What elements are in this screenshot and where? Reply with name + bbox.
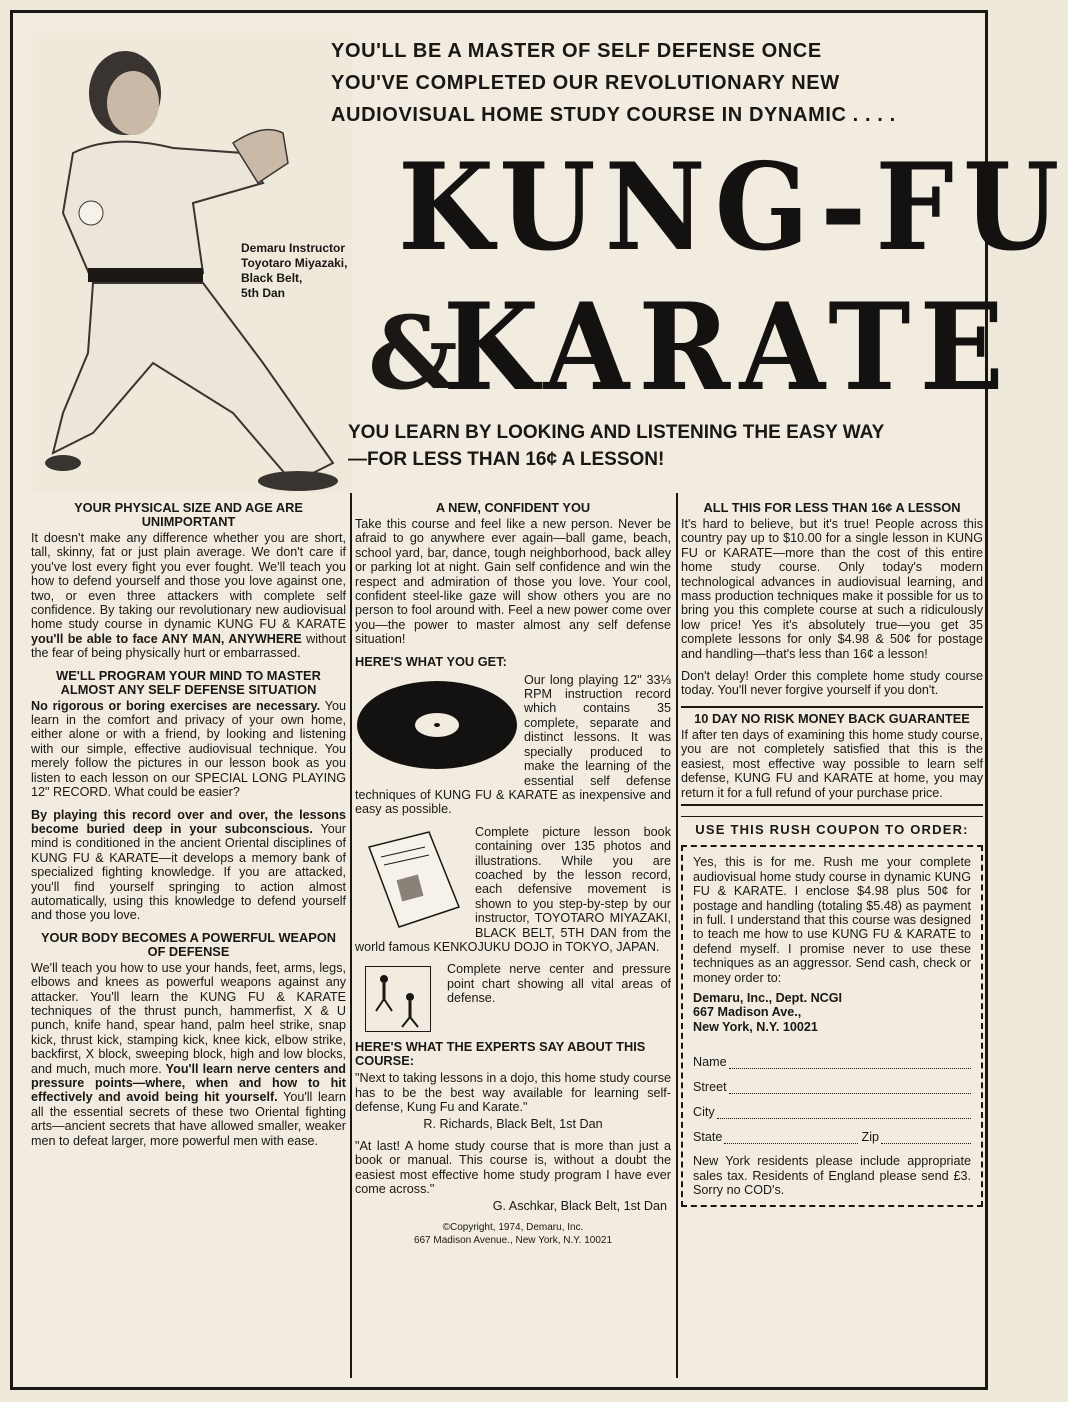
text: Your mind is conditioned in the ancient Oriental disciplines of KUNG FU & KARATE—it develops a memory bank of specialized fighting knowledge. If you are attacked, you'll find yourself springing to action almost automatically, using this knowledge to defend yourself and those you love.	[31, 821, 347, 923]
column-divider	[350, 493, 352, 1378]
headline-line: YOU'LL BE A MASTER OF SELF DEFENSE ONCE	[331, 40, 822, 62]
state-line[interactable]	[724, 1131, 857, 1144]
text: without the fear of being physically hurt or embarrassed.	[31, 631, 346, 661]
subhead-line: YOU LEARN BY LOOKING AND LISTENING THE EASY WAY	[348, 422, 885, 443]
record-disc-image	[355, 675, 520, 775]
headline-line: AUDIOVISUAL HOME STUDY COURSE IN DYNAMIC . . . .	[331, 104, 896, 126]
address-line: Demaru, Inc., Dept. NCGI	[693, 990, 843, 1005]
headline	[331, 35, 951, 131]
caption-line: Toyotaro Miyazaki,	[241, 256, 348, 270]
testimonial-attribution: R. Richards, Black Belt, 1st Dan	[423, 1116, 603, 1131]
street-field[interactable]	[693, 1069, 971, 1094]
section-heading: YOUR PHYSICAL SIZE AND AGE ARE UNIMPORTANT	[74, 500, 303, 529]
coupon-title: USE THIS RUSH COUPON TO ORDER:	[681, 816, 983, 843]
section-heading: YOUR BODY BECOMES A POWERFUL WEAPON OF DEFENSE	[40, 929, 337, 959]
street-label: Street	[693, 1079, 727, 1094]
guarantee-box	[681, 706, 983, 806]
lesson-book-image	[359, 827, 469, 932]
body-paragraph	[31, 808, 346, 923]
section-heading: ALL THIS FOR LESS THAN 16¢ A LESSON	[703, 500, 961, 515]
headline-line: YOU'VE COMPLETED OUR REVOLUTIONARY NEW	[331, 72, 840, 94]
record-description: Our long playing 12" 33⅓ RPM instruction record which contains 35 complete, separate and distinct lessons. It was specially produced to make the learning of the essential self defense techniques of KUNG FU & KARATE as inexpensive and easy as possible.	[355, 672, 671, 817]
coupon-text: Yes, this is for me. Rush me your complete audiovisual home study course in dynamic KUNG FU & KARATE. I enclose $4.98 plus 50¢ for postage and handling (totaling $5.48) as payment in full. I understand that this course was designed to teach me how to use KUNG FU & KARATE to defend myself. I promise never to use these techniques as an aggressor. Send cash, check or money order to:	[693, 855, 971, 985]
street-line[interactable]	[729, 1081, 971, 1094]
subheadline	[348, 419, 988, 473]
text: You learn in the comfort and privacy of your own home, either alone or with a friend, by looking and listening with our simple, effective audiovisual technique. You merely follow the pictures in our lesson book as you listen to each lesson on our SPECIAL LONG PLAYING 12" RECORD. What could be easier?	[31, 698, 346, 800]
copyright	[355, 1221, 671, 1247]
text: You'll learn all the essential secrets of these two Oriental fighting arts—ancient secrets that have allowed smaller, weaker men to defeat larger, more powerful men with ease.	[31, 1090, 347, 1148]
title-ampersand: &	[368, 294, 459, 412]
body-paragraph: It's hard to believe, but it's true! People across this country pay up to $10.00 for a single lesson in KUNG FU or KARATE—more than the cost of this entire home study course. Only today's modern technological advances in audiovisual learning, and mass production techniques make it possible for us to bring you this complete course at such a ridiculously low price! Yes it's absolutely true—you get 35 complete lessons for only $4.98 & 50¢ for postage and handling—that's less than 16¢ a lesson!	[681, 517, 983, 661]
column-right	[681, 493, 983, 1207]
address-line: New York, N.Y. 10021	[693, 1019, 818, 1034]
testimonial: "Next to taking lessons in a dojo, this home study course has to be the best way available for learning self-defense, Kung Fu and Karate."	[355, 1071, 671, 1115]
testimonial: "At last! A home study course that is more than just a book or manual. This course is, without a doubt the easiest most effective home study program I have ever come across."	[355, 1139, 671, 1197]
title-karate: KARATE	[443, 277, 1014, 418]
section-heading: HERE'S WHAT THE EXPERTS SAY ABOUT THIS COURSE:	[355, 1039, 646, 1069]
column-middle	[355, 493, 671, 1247]
text-bold: By playing this record over and over, the lessons become buried deep in your subconscious.	[31, 807, 346, 836]
guarantee-text: If after ten days of examining this home study course, you are not completely satisfied that this is the easiest, most effective way possible to learn self defense, KUNG FU and KARATE at home, you may return it for a full refund of your purchase price.	[681, 727, 983, 800]
subhead-line: —FOR LESS THAN 16¢ A LESSON!	[348, 449, 665, 470]
copyright-address: 667 Madison Avenue., New York, N.Y. 10021	[413, 1235, 613, 1247]
book-description: Complete picture lesson book containing over 135 photos and illustrations. While you are coached by the lesson record, each defensive movement is shown to you step-by-step by our instructor, TOYOTARO MIYAZAKI, BLACK BELT, 5TH DAN from the world famous KENKOJUKU DOJO in TOKYO, JAPAN.	[355, 824, 671, 954]
product-book	[355, 825, 671, 955]
coupon-footer: New York residents please include appropriate sales tax. Residents of England please send £3. Sorry no COD's.	[693, 1154, 971, 1197]
text: We'll teach you how to use your hands, feet, arms, legs, elbows and knees as powerful weapons against any attacker. You'll learn the KUNG FU & KARATE techniques of the thrust punch, hammerfist, X & U punch, knife hand, spear hand, palm heel strike, snap kick, thrust kick, stamping kick, knee kick, elbow strike, backfirst, X block, sweeping block, high and low blocks, and much, much more.	[31, 960, 346, 1076]
product-chart	[355, 962, 671, 1032]
column-divider	[676, 493, 678, 1378]
pressure-point-chart-image	[365, 966, 431, 1032]
text: It doesn't make any difference whether you are short, tall, skinny, fat or just plain average. We don't care if you've lost every fight you ever fought. We'll teach you how to defend yourself and those you love against one, two, or even three attackers with complete self confidence. By taking our revolutionary new audiovisual home study course in dynamic KUNG FU & KARATE	[31, 531, 346, 632]
chart-description: Complete nerve center and pressure point chart showing all vital areas of defense.	[447, 962, 671, 1006]
column-left	[31, 493, 346, 1156]
caption-line: Black Belt,	[241, 271, 303, 285]
body-paragraph: Take this course and feel like a new person. Never be afraid to go anywhere ever again—ball game, beach, school yard, bar, dance, tough neighborhood, back alley or parking lot at night. Gain self confidence and win the respect and admiration of those you love. Your cool, confident steel-like gaze will show others you are no person to fool around with. Feel a new power come over you—the power to master almost any self defense situation!	[355, 517, 671, 647]
section-heading: WE'LL PROGRAM YOUR MIND TO MASTER ALMOST ANY SELF DEFENSE SITUATION	[56, 667, 321, 697]
city-field[interactable]	[693, 1094, 971, 1119]
body-paragraph	[31, 699, 346, 800]
section-heading: HERE'S WHAT YOU GET:	[355, 653, 507, 669]
name-line[interactable]	[729, 1056, 971, 1069]
address-line: 667 Madison Ave.,	[693, 1005, 802, 1020]
text-bold: No rigorous or boring exercises are necessary.	[31, 698, 321, 713]
copyright-line: ©Copyright, 1974, Demaru, Inc.	[442, 1222, 584, 1234]
city-label: City	[693, 1104, 715, 1119]
state-label: State	[693, 1129, 723, 1144]
guarantee-title: 10 DAY NO RISK MONEY BACK GUARANTEE	[694, 710, 970, 726]
zip-label: Zip	[861, 1129, 879, 1144]
text-bold: you'll be able to face ANY MAN, ANYWHERE	[31, 631, 302, 646]
text-bold: You'll learn nerve centers and pressure points—where, when and how to hit effectively and avoid being hit yourself.	[31, 1061, 347, 1105]
ad-page	[10, 10, 1068, 1390]
product-record	[355, 673, 671, 817]
caption-line: Demaru Instructor	[241, 241, 346, 255]
body-paragraph	[31, 961, 346, 1148]
section-heading: A NEW, CONFIDENT YOU	[435, 500, 591, 515]
title-kung-fu: KUNG-FU	[398, 137, 1068, 278]
photo-caption	[241, 241, 371, 301]
caption-line: 5th Dan	[241, 286, 286, 300]
state-zip-field[interactable]	[693, 1119, 971, 1144]
testimonial-attribution: G. Aschkar, Black Belt, 1st Dan	[492, 1198, 667, 1213]
zip-line[interactable]	[881, 1131, 971, 1144]
order-coupon	[681, 845, 983, 1207]
body-paragraph: Don't delay! Order this complete home study course today. You'll never forgive yourself if you don't.	[681, 669, 983, 698]
city-line[interactable]	[717, 1106, 971, 1119]
mailing-address	[693, 991, 971, 1034]
name-label: Name	[693, 1054, 727, 1069]
body-paragraph	[31, 531, 346, 661]
name-field[interactable]	[693, 1044, 971, 1069]
